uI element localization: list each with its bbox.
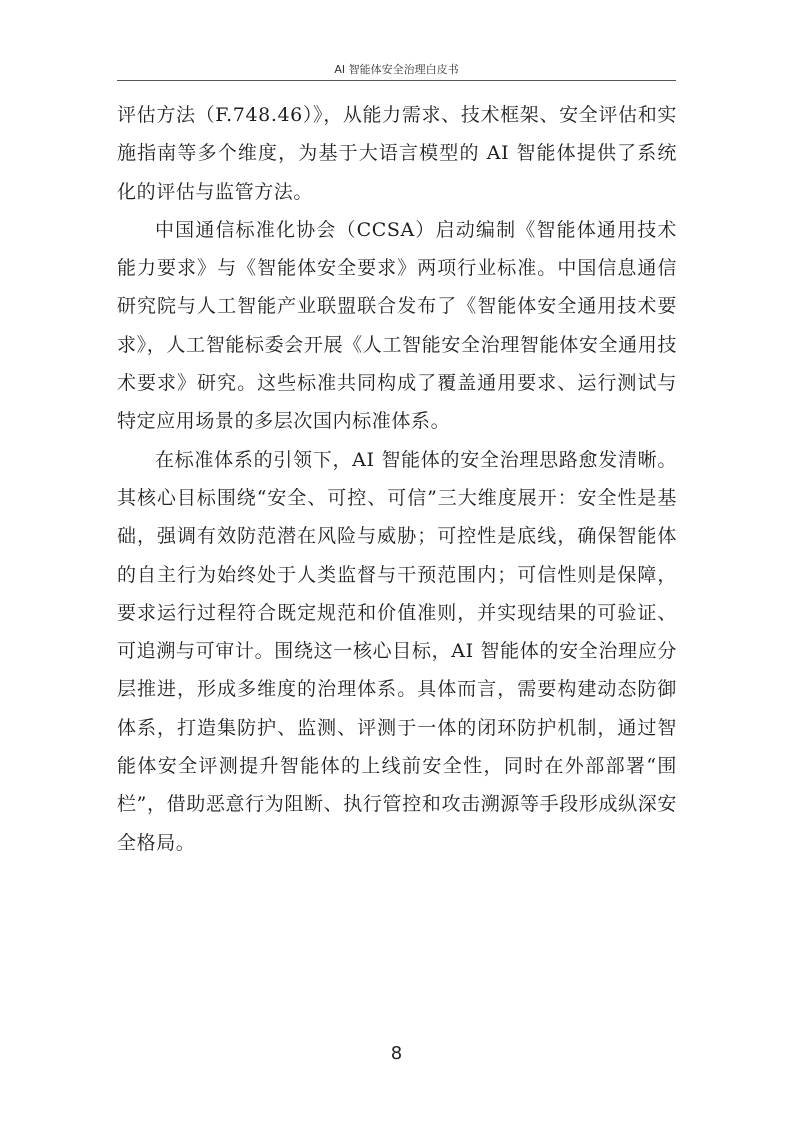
paragraph-evaluation-methods: 评估方法（F.748.46）》，从能力需求、技术框架、安全评估和实施指南等多个维度，为基于大语言模型的 AI 智能体提供了系统化的评估与监管方法。: [117, 104, 677, 203]
paragraph-industry-standards: 中国通信标准化协会（CCSA）启动编制《智能体通用技术能力要求》与《智能体安全要求》两项行业标准。中国信息通信研究院与人工智能产业联盟联合发布了《智能体安全通用技术要求》，人工智能标委会开展《人工智能安全治理智能体安全通用技术要求》研究。这些标准共同构成了覆盖通用要求、运行测试与特定应用场景的多层次国内标准体系。: [117, 218, 677, 433]
page-number: 8: [390, 1043, 403, 1064]
running-header-title: AI 智能体安全治理白皮书: [334, 63, 459, 76]
paragraph-governance-approach: 在标准体系的引领下，AI 智能体的安全治理思路愈发清晰。其核心目标围绕“安全、可控、可信”三大维度展开：安全性是基础，强调有效防范潜在风险与威胁；可控性是底线，确保智能体的自主行为始终处于人类监督与干预范围内；可信性则是保障，要求运行过程符合既定规范和价值准则，并实现结果的可验证、可追溯与可审计。围绕这一核心目标，AI 智能体的安全治理应分层推进，形成多维度的治理体系。具体而言，需要构建动态防御体系，打造集防护、监测、评测于一体的闭环防护机制，通过智能体安全评测提升智能体的上线前安全性，同时在外部部署“围栏”，借助恶意行为阻断、执行管控和攻击溯源等手段形成纵深安全格局。: [117, 448, 677, 854]
body-text: [117, 96, 677, 862]
header-divider: [117, 80, 676, 81]
